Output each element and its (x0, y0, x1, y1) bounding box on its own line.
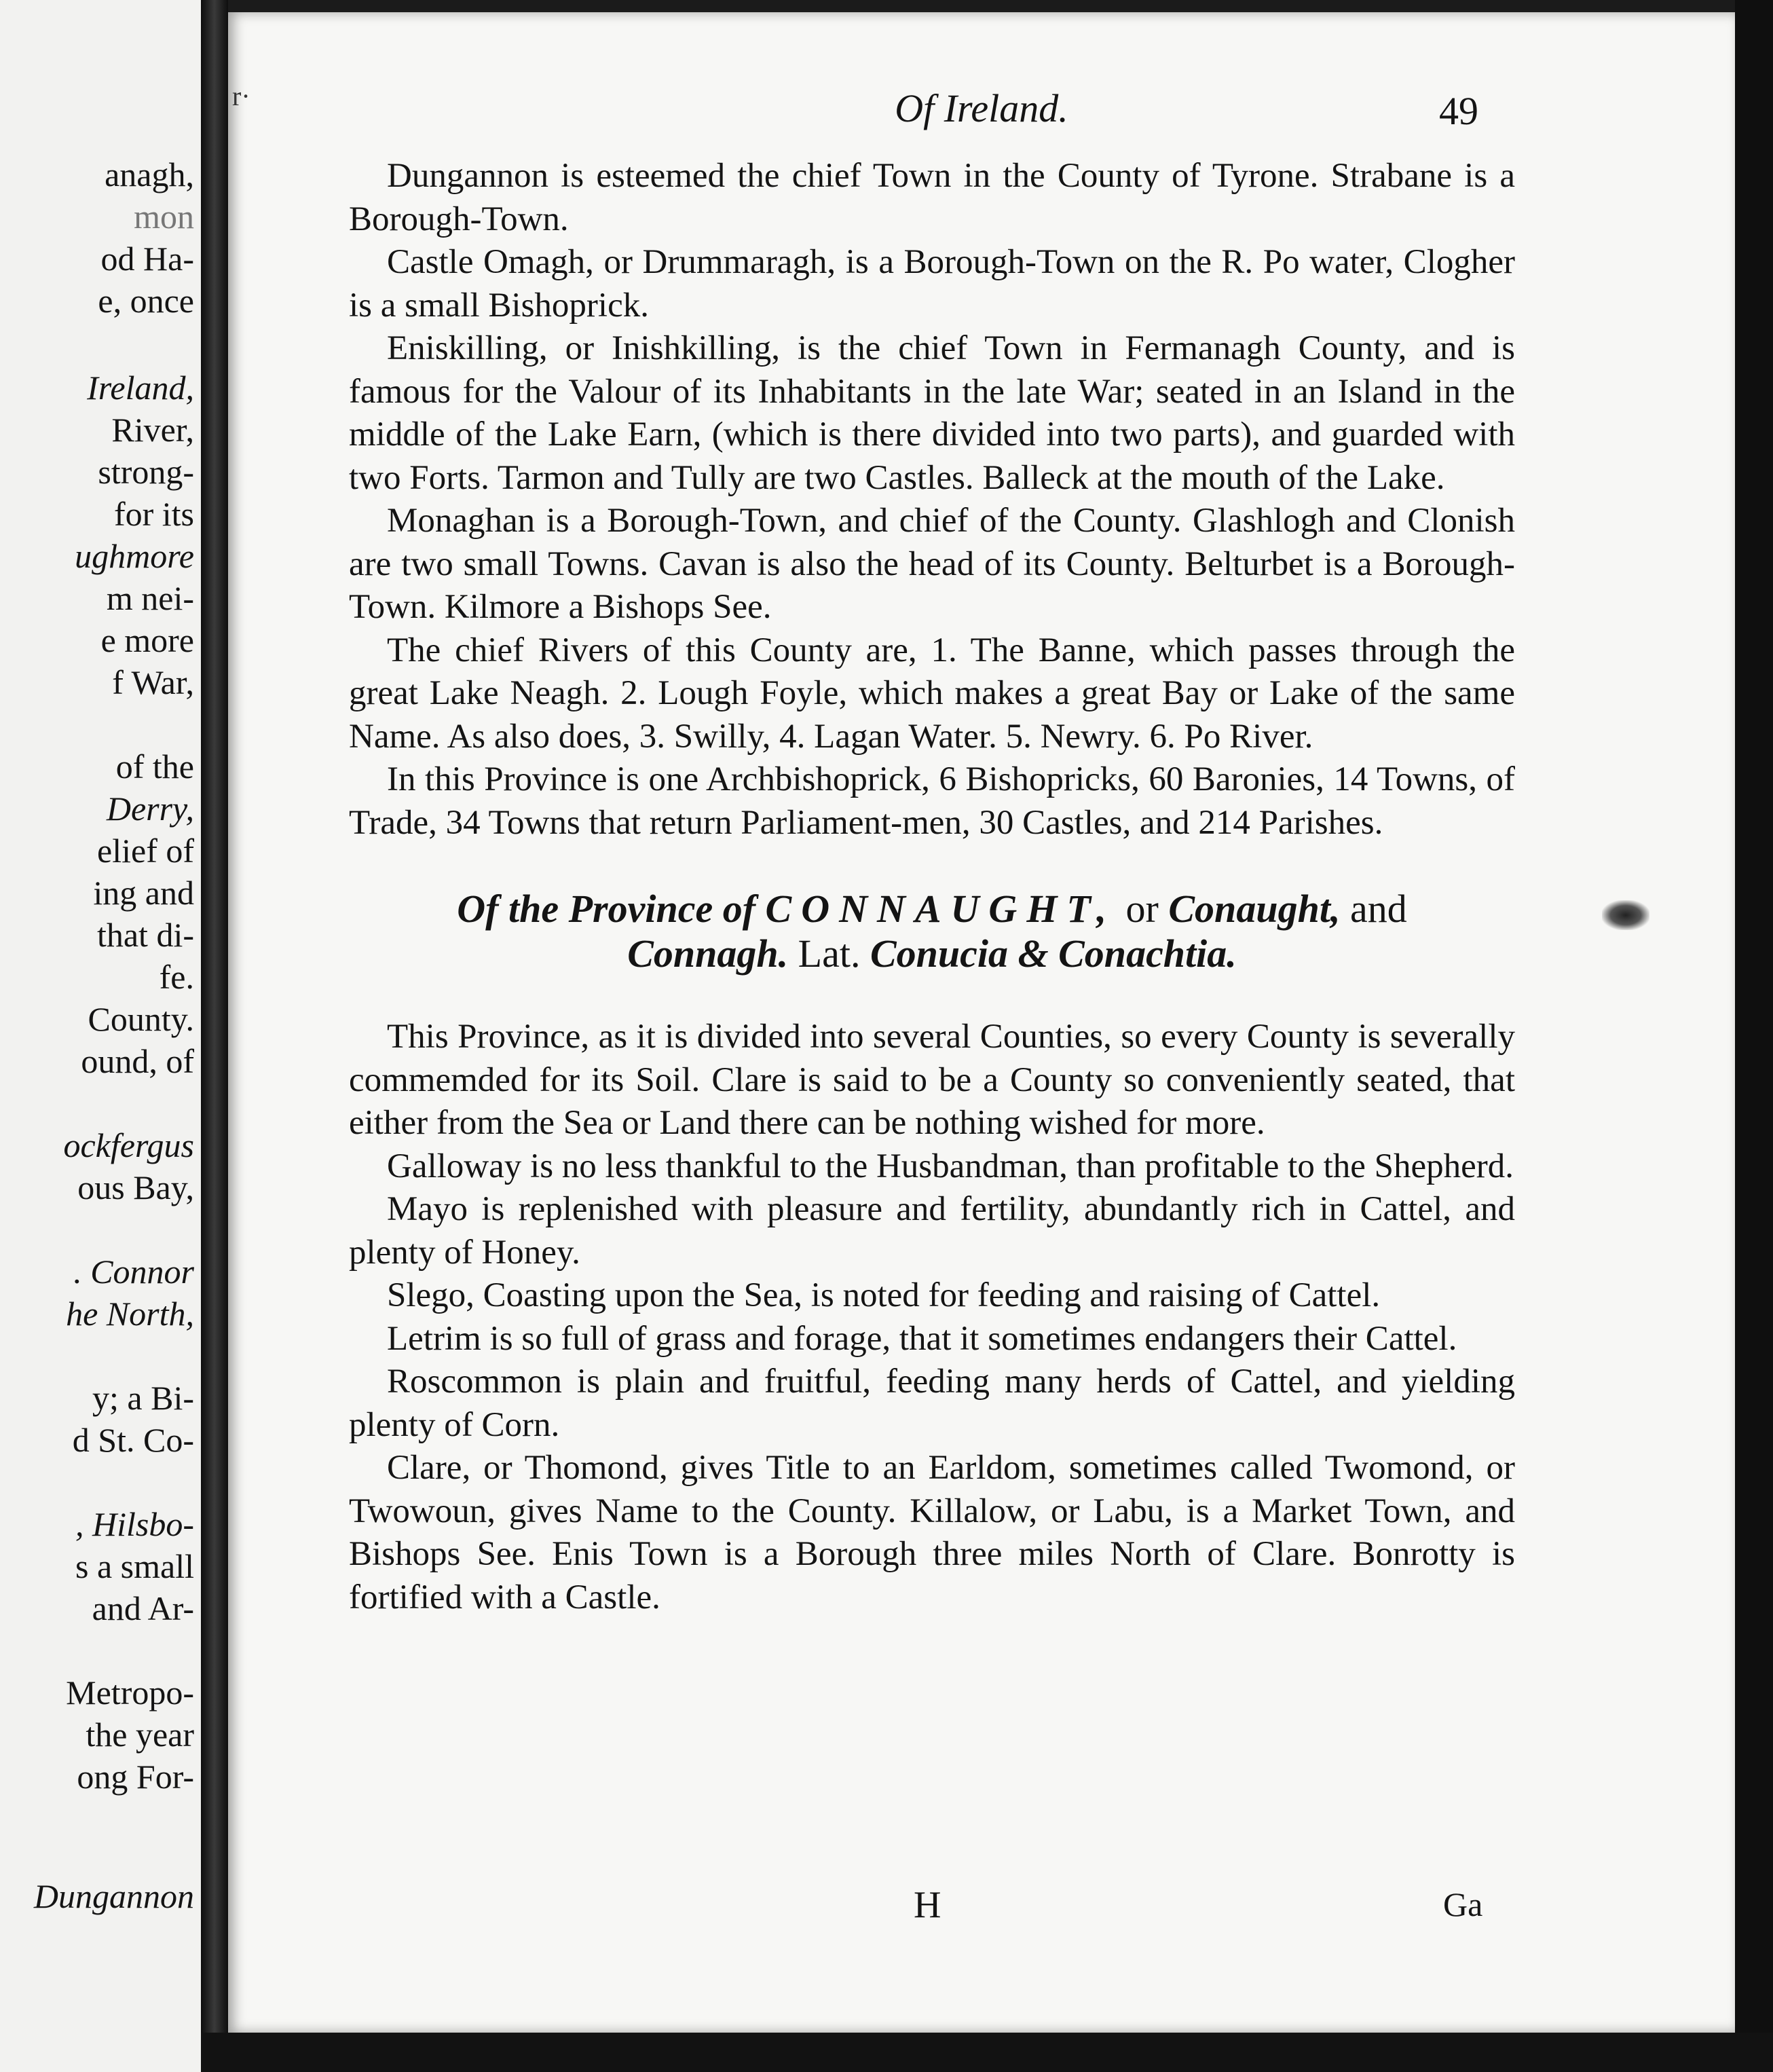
facing-line: od Ha- (100, 240, 194, 278)
facing-line: Derry, (106, 790, 194, 828)
body-text (349, 155, 1515, 1619)
heading-line-1 (349, 887, 1515, 931)
facing-line: of the (115, 747, 194, 785)
paragraph: Dungannon is esteemed the chief Town in the County of Tyrone. Strabane is a Borough-Town. (349, 157, 1515, 238)
section-heading (349, 887, 1515, 976)
running-head: Of Ireland. (895, 86, 1068, 130)
heading-text: and (1349, 887, 1407, 931)
facing-line: s a small (75, 1547, 194, 1585)
facing-line: ound, of (81, 1042, 194, 1080)
paragraph: Galloway is no less thankful to the Husbandman, than profitable to the Shepherd. (387, 1147, 1514, 1185)
heading-text: Conucia & Conachtia. (870, 931, 1237, 976)
facing-line: e more (100, 621, 194, 659)
paragraph: Slego, Coasting upon the Sea, is noted for feeding and raising of Cattel. (387, 1276, 1381, 1314)
paragraph: Letrim is so full of grass and forage, that it sometimes endangers their Cattel. (387, 1319, 1457, 1358)
facing-line: anagh, (105, 155, 194, 193)
heading-text: Of the Province of (457, 887, 756, 931)
paragraph: The chief Rivers of this County are, 1. The Banne, which passes through the great Lake Neagh. 2. Lough Foyle, which makes a great Bay or Lake of the same Name. As also does, 3. Swilly, 4. Lagan Water. 5. Newry. 6. Po River. (349, 631, 1515, 756)
facing-line: and Ar- (92, 1589, 194, 1627)
facing-page (0, 0, 205, 2072)
paragraph: Monaghan is a Borough-Town, and chief of the County. Glashlogh and Clonish are two small Towns. Cavan is also the head of its County. Belturbet is a Borough-Town. Kilmore a Bishops See. (349, 502, 1515, 626)
facing-line: County. (88, 1000, 194, 1038)
facing-line: Dungannon (33, 1877, 194, 1915)
paragraph: Roscommon is plain and fruitful, feeding many herds of Cattel, and yielding plenty of Corn. (349, 1363, 1515, 1444)
paragraph: This Province, as it is divided into several Counties, so every County is severally commemded for its Soil. Clare is said to be a County so conveniently seated, that either from the Sea or Land there can be nothing wished for more. (349, 1018, 1515, 1142)
facing-line: . Connor (73, 1253, 194, 1291)
facing-line: that di- (96, 916, 194, 954)
heading-text: Conaught, (1168, 887, 1341, 931)
facing-line: ockfergus (63, 1126, 194, 1164)
facing-line: ong For- (77, 1758, 194, 1796)
facing-line: f War, (112, 663, 194, 701)
heading-text: or (1125, 887, 1159, 931)
facing-line: e, once (98, 282, 194, 320)
facing-line: ous Bay, (77, 1168, 194, 1206)
main-page (228, 12, 1735, 2033)
facing-line: m nei- (106, 579, 194, 617)
heading-text: Lat. (798, 931, 861, 976)
facing-line: ughmore (75, 537, 194, 575)
paragraph: In this Province is one Archbishoprick, 6 Bishopricks, 60 Baronies, 14 Towns, of Trade, 34 Towns that return Parliament-men, 30 Castles, and 214 Parishes. (349, 760, 1515, 842)
paragraph: Eniskilling, or Inishkilling, is the chief Town in Fermanagh County, and is famous for the Valour of its Inhabitants in the late War; seated in an Island in the middle of the Lake Earn, (which is there divided into two parts), and guarded with two Forts. Tarmon and Tully are two Castles. Balleck at the mouth of the Lake. (349, 329, 1515, 497)
facing-line: d St. Co- (72, 1421, 194, 1459)
heading-line-2 (349, 931, 1515, 976)
facing-line: fe. (159, 958, 194, 996)
facing-line: mon (134, 198, 194, 236)
signature-mark: H (914, 1884, 941, 1926)
facing-line: y; a Bi- (92, 1379, 194, 1417)
facing-line: Ireland, (87, 369, 194, 407)
facing-line: he North, (66, 1295, 194, 1333)
facing-line: ing and (93, 874, 194, 912)
corner-mark: r· (232, 81, 250, 111)
facing-line: Metropo- (66, 1673, 194, 1712)
book-gutter (201, 0, 228, 2072)
paragraph: Clare, or Thomond, gives Title to an Earldom, sometimes called Twomond, or Twowoun, gives Name to the County. Killalow, or Labu, is a Market Town, and Bishops See. Enis Town is a Borough three miles North of Clare. Bonrotty is fortified with a Castle. (349, 1449, 1515, 1616)
page-number: 49 (1439, 89, 1478, 133)
facing-line: River, (111, 411, 194, 449)
facing-line: , Hilsbo- (75, 1505, 194, 1543)
facing-line: the year (86, 1716, 194, 1754)
paragraph: Mayo is replenished with pleasure and fertility, abundantly rich in Cattel, and plenty of Honey. (349, 1190, 1515, 1272)
catchword: Ga (1443, 1885, 1483, 1923)
paragraph: Castle Omagh, or Drummaragh, is a Borough-Town on the R. Po water, Clogher is a small Bishoprick. (349, 243, 1515, 325)
facing-line: for its (113, 495, 194, 533)
ink-smudge (1602, 900, 1649, 930)
facing-line: elief of (97, 832, 194, 870)
heading-province-name: CONNAUGHT, (765, 887, 1117, 931)
heading-text: Connagh. (627, 931, 789, 976)
facing-line: strong- (98, 453, 194, 491)
page-edge-right (1735, 0, 1773, 2072)
page-edge-bottom (201, 2033, 1773, 2072)
